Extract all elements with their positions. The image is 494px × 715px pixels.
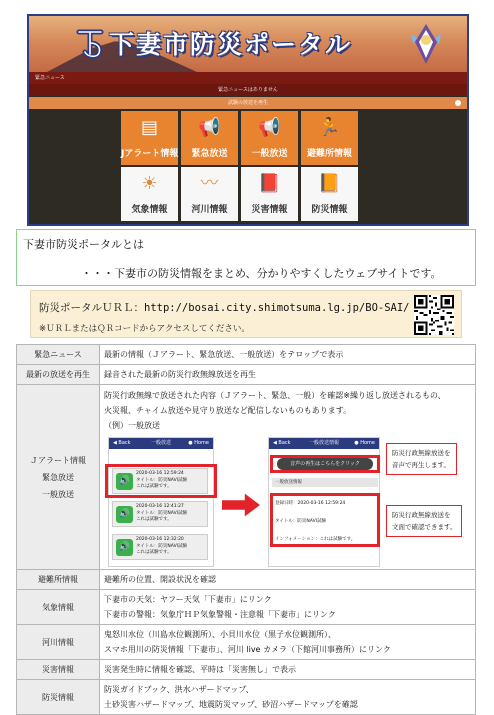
intro-heading: 下妻市防災ポータルとは bbox=[23, 238, 144, 251]
access-box bbox=[30, 290, 462, 338]
newspaper-icon: ▤ bbox=[140, 117, 158, 138]
city-emblem-icon bbox=[75, 26, 105, 60]
message-date: 2020-03-16 12:32:20 bbox=[136, 537, 184, 542]
speaker-icon: 🔊 bbox=[116, 473, 133, 490]
megaphone-icon: 📢 bbox=[258, 117, 281, 138]
play-latest-broadcast-button[interactable] bbox=[29, 97, 467, 109]
row-description bbox=[100, 365, 476, 385]
menu-tile-label: 河川情報 bbox=[191, 205, 228, 215]
highlight-frame bbox=[270, 455, 380, 473]
row-category: 防災情報 bbox=[17, 680, 100, 715]
menu-tile-1[interactable] bbox=[121, 111, 178, 165]
note-text bbox=[386, 505, 462, 537]
portal-banner bbox=[29, 16, 467, 72]
menu-tile-2[interactable] bbox=[181, 111, 238, 165]
menu-tile-label: 災害情報 bbox=[251, 205, 288, 215]
menu-tile-label: Jアラート情報 bbox=[121, 149, 179, 159]
row-description bbox=[100, 570, 476, 590]
description-line: 下妻市の天気：ヤフー天気「下妻市」にリンク bbox=[104, 595, 272, 604]
message-body: これは試験です。 bbox=[136, 517, 172, 522]
intro-description: ・・・下妻市の防災情報をまとめ、分かりやすくしたウェブサイトです。 bbox=[81, 267, 442, 280]
menu-tile-label: 避難所情報 bbox=[306, 149, 352, 159]
menu-tile-label: 気象情報 bbox=[131, 205, 168, 215]
row-category: 河川情報 bbox=[17, 625, 100, 660]
menu-tile-label: 緊急放送 bbox=[191, 149, 228, 159]
row-description bbox=[100, 680, 476, 715]
note-line: 防災行政無線放送を bbox=[392, 511, 451, 519]
menu-tile-6[interactable] bbox=[181, 167, 238, 221]
play-audio-button[interactable]: 音声の再生はこちらをクリック bbox=[277, 458, 373, 470]
row-description bbox=[100, 590, 476, 625]
phone-title: 一般放送情報 bbox=[308, 440, 339, 446]
table-row bbox=[17, 385, 476, 570]
table-row bbox=[17, 590, 476, 625]
example-phone-list bbox=[108, 437, 214, 567]
detail-registered: 登録日時：2020-03-16 12:59:24 bbox=[275, 501, 346, 506]
menu-tile-4[interactable] bbox=[301, 111, 358, 165]
row-description bbox=[100, 660, 476, 680]
note-line: 音声で再生します。 bbox=[392, 461, 450, 469]
description-line: 下妻市の警報：気象庁ＨＰ気象警報・注意報「下妻市」にリンク bbox=[104, 610, 336, 619]
row-category: Ｊアラート情報 緊急放送 一般放送 bbox=[17, 385, 100, 570]
sun-icon: ☀ bbox=[141, 173, 158, 194]
message-text bbox=[136, 504, 187, 524]
row-category: 避難所情報 bbox=[17, 570, 100, 590]
description-line: （例）一般放送 bbox=[104, 421, 160, 430]
menu-tile-label: 一般放送 bbox=[251, 149, 288, 159]
description-line: 避難所の位置、開設状況を確認 bbox=[104, 575, 216, 584]
table-row bbox=[17, 625, 476, 660]
back-button[interactable]: ◀ Back bbox=[273, 440, 291, 446]
row-category: 気象情報 bbox=[17, 590, 100, 625]
description-line: 録音された最新の防災行政無線放送を再生 bbox=[104, 370, 256, 379]
detail-title-line: タイトル：防災NAVI試験 bbox=[275, 519, 326, 524]
description-line: スマホ用川の防災情報「下妻市」、河川 live カメラ（下館河川事務所）にリンク bbox=[104, 645, 391, 654]
back-button[interactable]: ◀ Back bbox=[113, 440, 131, 446]
note-line: 文面で確認できます。 bbox=[392, 523, 457, 531]
message-title: タイトル：防災NAVI試験 bbox=[136, 510, 187, 516]
info-table bbox=[16, 344, 476, 715]
description-line: 鬼怒川水位（川島水位観測所）、小貝川水位（黒子水位観測所）、 bbox=[104, 630, 336, 639]
phone-header bbox=[109, 438, 213, 449]
row-description bbox=[100, 625, 476, 660]
message-body: これは試験です。 bbox=[136, 484, 172, 489]
table-row bbox=[17, 345, 476, 365]
message-date: 2020-03-16 12:59:24 bbox=[136, 471, 184, 476]
table-row bbox=[17, 570, 476, 590]
portal-title: 下妻市防災ポータル bbox=[109, 30, 353, 59]
qr-code-icon bbox=[414, 295, 454, 335]
home-button[interactable]: ● Home bbox=[188, 440, 209, 446]
detail-info-line: インフォメーション：これは試験です。 bbox=[275, 537, 356, 542]
message-text bbox=[136, 537, 187, 557]
intro-box bbox=[16, 229, 476, 286]
speaker-icon: 🔊 bbox=[116, 539, 133, 556]
table-row bbox=[17, 365, 476, 385]
row-category: 最新の放送を再生 bbox=[17, 365, 100, 385]
row-description bbox=[100, 385, 476, 570]
home-button[interactable]: ● Home bbox=[354, 440, 375, 446]
highlight-frame bbox=[105, 464, 217, 498]
megaphone-icon: 📢 bbox=[198, 117, 221, 138]
message-title: タイトル：防災NAVI試験 bbox=[136, 543, 187, 549]
highlight-frame bbox=[270, 493, 380, 547]
description-line: 火災報、チャイム放送や見守り放送など配信しないものもあります。 bbox=[104, 406, 352, 415]
description-line: 災害発生時に情報を確認、平時は「災害無し」で表示 bbox=[104, 665, 296, 674]
mascot-icon bbox=[407, 20, 445, 68]
menu-tile-label: 防災情報 bbox=[311, 205, 348, 215]
phone-header bbox=[269, 438, 379, 449]
description-line: 防災行政無線で放送された内容（Ｊアラート、緊急、一般）を確認※繰り返し放送されるもの、 bbox=[104, 391, 446, 400]
table-row bbox=[17, 680, 476, 715]
emergency-news-label: 緊急ニュース bbox=[29, 72, 467, 84]
book-icon: 📙 bbox=[318, 173, 341, 194]
menu-tile-8[interactable] bbox=[301, 167, 358, 221]
running-person-icon: 🏃 bbox=[318, 117, 341, 138]
message-date: 2020-03-16 12:41:27 bbox=[136, 504, 184, 509]
speaker-icon: 🔊 bbox=[116, 506, 133, 523]
note-line: 防災行政無線放送を bbox=[392, 449, 451, 457]
row-category: 災害情報 bbox=[17, 660, 100, 680]
broadcast-message[interactable] bbox=[112, 501, 208, 527]
description-line: 土砂災害ハザードマップ、地震防災マップ、砂沼ハザードマップを確認 bbox=[104, 700, 358, 709]
note-audio bbox=[386, 443, 457, 475]
menu-tile-3[interactable] bbox=[241, 111, 298, 165]
arrow-right-icon bbox=[222, 493, 260, 517]
message-body: これは試験です。 bbox=[136, 550, 172, 555]
emergency-news-ticker: 緊急ニュースはありません bbox=[29, 84, 467, 96]
menu-tile-5[interactable] bbox=[121, 167, 178, 221]
row-description bbox=[100, 345, 476, 365]
row-category: 緊急ニュース bbox=[17, 345, 100, 365]
message-title: タイトル：防災NAVI試験 bbox=[136, 477, 187, 483]
portal-url[interactable]: 防災ポータルＵＲＬ：http://bosai.city.shimotsuma.lg.jp/BO-SAI/ bbox=[39, 302, 410, 314]
play-latest-label: 試験の放送を再生 bbox=[227, 100, 268, 106]
access-note: ※ＵＲＬまたはＱＲコードからアクセスしてください。 bbox=[39, 324, 250, 334]
description-line: 防災ガイドブック、洪水ハザードマップ、 bbox=[104, 685, 254, 694]
phone-title: 一般放送 bbox=[150, 440, 171, 446]
broadcast-message[interactable] bbox=[112, 534, 208, 560]
portal-screenshot bbox=[27, 14, 469, 226]
table-row bbox=[17, 660, 476, 680]
detail-section-title: 一般放送情報 bbox=[272, 478, 378, 487]
river-icon: 〰 bbox=[200, 173, 219, 194]
play-arrow-icon bbox=[455, 100, 461, 106]
description-line: 最新の情報（Ｊアラート、緊急放送、一般放送）をテロップで表示 bbox=[104, 350, 344, 359]
book-icon: 📕 bbox=[258, 173, 281, 194]
menu-tile-7[interactable] bbox=[241, 167, 298, 221]
